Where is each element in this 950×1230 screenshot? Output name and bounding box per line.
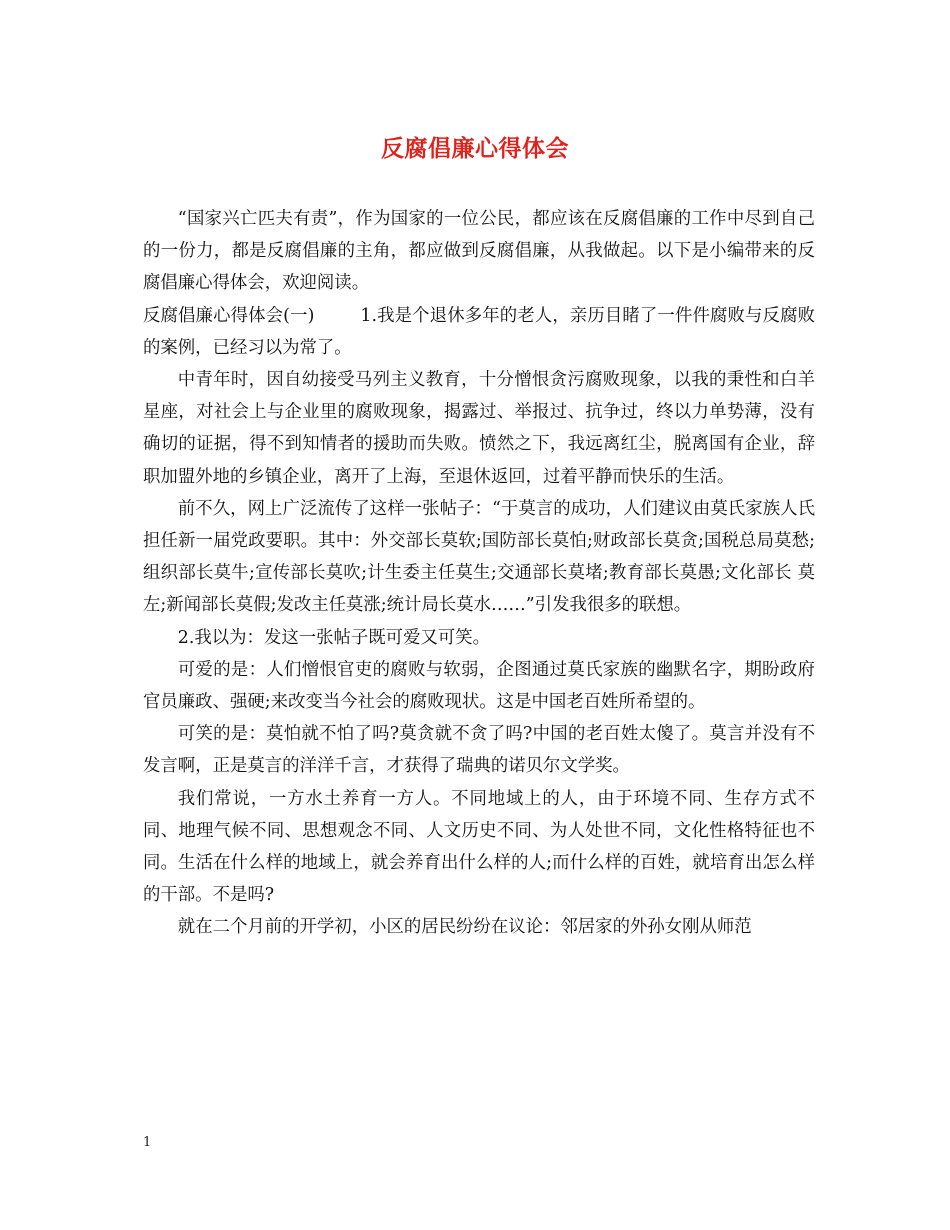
document-title: 反腐倡廉心得体会 [381,136,569,162]
section-text: 1.我是个退休多年的老人，亲历目睹了一件件腐败与反腐败的案例，已经习以为常了。 [143,305,815,358]
section-heading: 反腐倡廉心得体会(一) [143,305,315,326]
body-paragraph: 前不久，网上广泛流传了这样一张帖子：“于莫言的成功，人们建议由莫氏家族人氏担任新一届党政要职。其中：外交部长莫软;国防部长莫怕;财政部长莫贪;国税总局莫愁;组织部长莫牛;宣传部长莫吹;计生委主任莫生;交通部长莫堵;教育部长莫愚;文化部长 莫左;新闻部长莫假;发改主任莫涨;统计局长莫水……”引发我很多的联想。 [143,498,815,616]
section-paragraph [143,300,815,364]
body-paragraph: 可爱的是：人们憎恨官吏的腐败与软弱，企图通过莫氏家族的幽默名字，期盼政府官员廉政、强硬;来改变当今社会的腐败现状。这是中国老百姓所希望的。 [143,659,815,713]
body-paragraph: 我们常说，一方水土养育一方人。不同地域上的人，由于环境不同、生存方式不同、地理气候不同、思想观念不同、人文历史不同、为人处世不同，文化性格特征也不同。生活在什么样的地域上，就会养育出什么样的人;而什么样的百姓，就培育出怎么样的干部。不是吗? [143,788,815,906]
body-paragraph: 中青年时，因自幼接受马列主义教育，十分憎恨贪污腐败现象，以我的秉性和白羊星座，对社会上与企业里的腐败现象，揭露过、举报过、抗争过，终以力单势薄，没有确切的证据，得不到知情者的援助而失败。愤然之下，我远离红尘，脱离国有企业，辞职加盟外地的乡镇企业，离开了上海，至退休返回，过着平静而快乐的生活。 [143,370,815,487]
body-paragraph: 可笑的是：莫怕就不怕了吗?莫贪就不贪了吗?中国的老百姓太傻了。莫言并没有不发言啊，正是莫言的洋洋千言，才获得了瑞典的诺贝尔文学奖。 [143,724,815,777]
body-paragraph: 2.我以为：发这一张帖子既可爱又可笑。 [177,627,491,648]
intro-paragraph: “国家兴亡匹夫有责”，作为国家的一位公民，都应该在反腐倡廉的工作中尽到自己的一份力，都是反腐倡廉的主角，都应做到反腐倡廉，从我做起。以下是小编带来的反腐倡廉心得体会，欢迎阅读。 [143,209,815,294]
document-body [143,203,815,944]
body-paragraph: 就在二个月前的开学初，小区的居民纷纷在议论：邻居家的外孙女刚从师范 [177,917,752,938]
page-number: 1 [143,1135,152,1150]
